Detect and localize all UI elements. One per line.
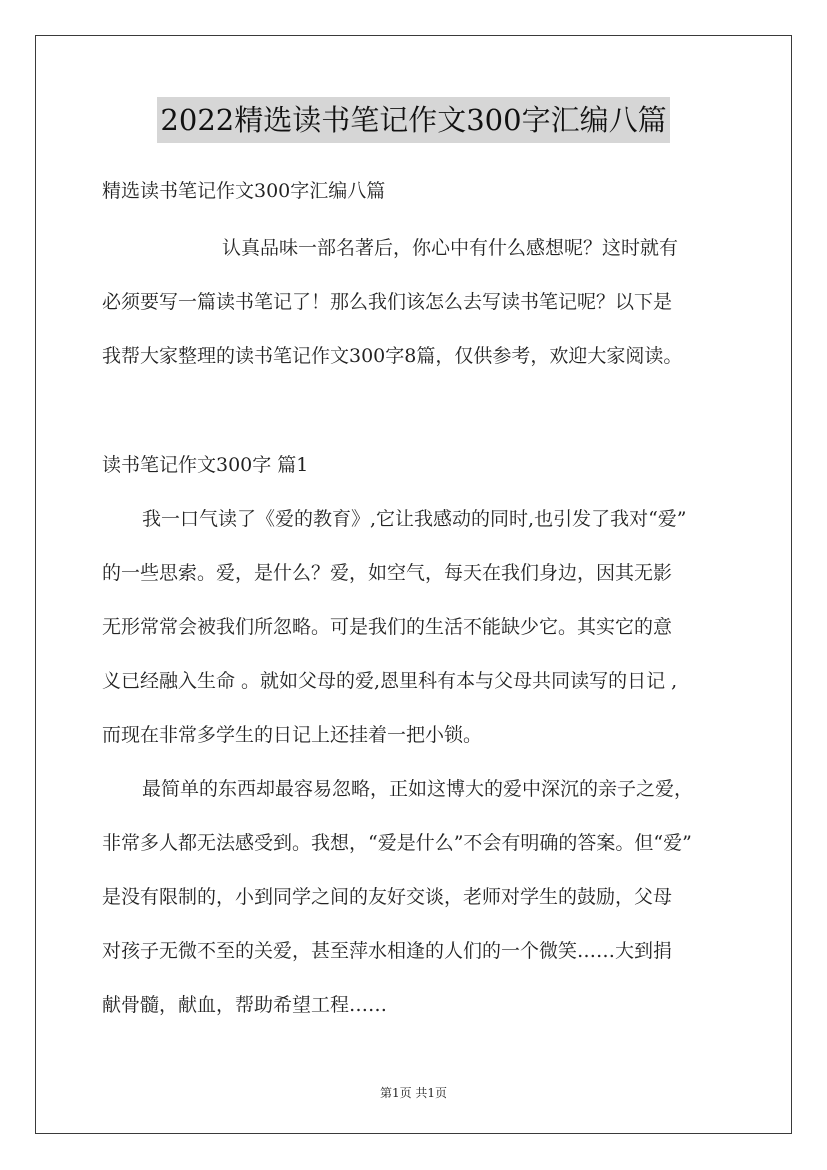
intro-line: 我帮大家整理的读书笔记作文300字8篇，仅供参考，欢迎大家阅读。	[102, 345, 683, 367]
paragraph-line: 非常多人都无法感受到。我想，“爱是什么”不会有明确的答案。但“爱”	[102, 832, 692, 854]
paragraph-line: 我一口气读了《爱的教育》,它让我感动的同时,也引发了我对“爱”	[142, 508, 687, 530]
paragraph-line: 对孩子无微不至的关爱，甚至萍水相逢的人们的一个微笑……大到捐	[102, 940, 673, 962]
paragraph-line: 而现在非常多学生的日记上还挂着一把小锁。	[102, 724, 483, 746]
document-title: 2022精选读书笔记作文300字汇编八篇	[157, 97, 669, 143]
paragraph-line: 无形常常会被我们所忽略。可是我们的生活不能缺少它。其实它的意	[102, 616, 673, 638]
paragraph-line: 义已经融入生命 。就如父母的爱,恩里科有本与父母共同读写的日记 ,	[102, 670, 678, 692]
paragraph-line: 献骨髓，献血，帮助希望工程……	[102, 994, 388, 1016]
paragraph-line: 的一些思索。爱，是什么？爱，如空气，每天在我们身边，因其无影	[102, 562, 673, 584]
document-subtitle: 精选读书笔记作文300字汇编八篇	[102, 180, 386, 202]
intro-line: 认真品味一部名著后，你心中有什么感想呢？这时就有	[222, 237, 679, 259]
title-container	[0, 97, 827, 143]
intro-line: 必须要写一篇读书笔记了！那么我们该怎么去写读书笔记呢？以下是	[102, 291, 673, 313]
paragraph-line: 是没有限制的，小到同学之间的友好交谈，老师对学生的鼓励，父母	[102, 886, 673, 908]
section-heading: 读书笔记作文300字 篇1	[102, 454, 309, 476]
page-footer: 第1页 共1页	[379, 1086, 448, 1100]
paragraph-line: 最简单的东西却最容易忽略，正如这博大的爱中深沉的亲子之爱，	[142, 778, 694, 800]
